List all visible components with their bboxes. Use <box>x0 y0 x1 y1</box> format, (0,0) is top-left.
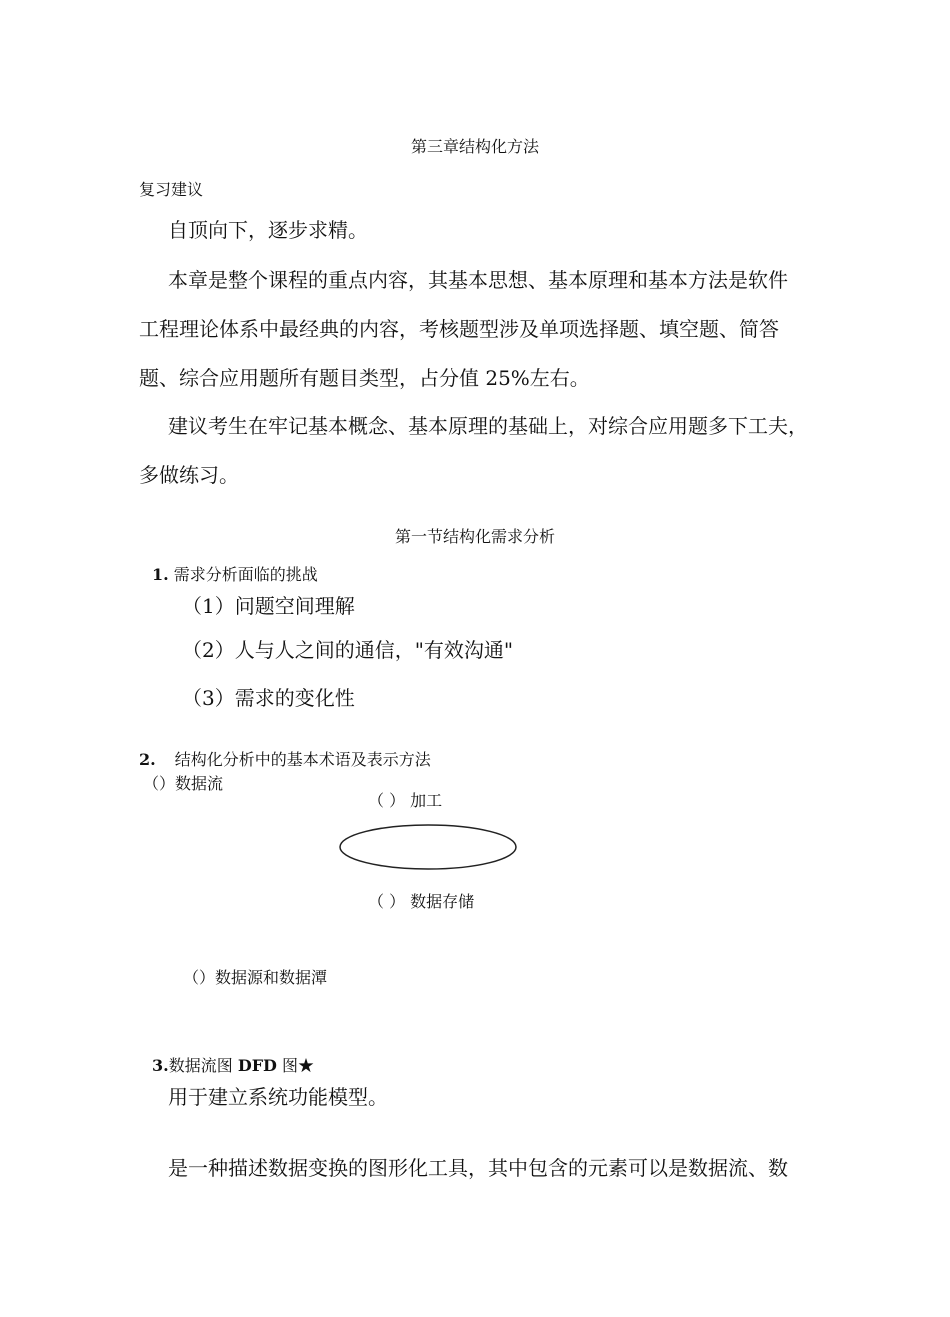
process-term: （ ） 加工 <box>368 791 443 810</box>
dfd-description: 用于建立系统功能模型。 <box>168 1085 388 1109</box>
item-number: 2. <box>139 750 156 769</box>
review-heading: 复习建议 <box>139 180 204 199</box>
dfd-description: 是一种描述数据变换的图形化工具，其中包含的元素可以是数据流、数 <box>168 1156 788 1180</box>
list-item-heading <box>152 562 318 585</box>
review-paragraph-line: 工程理论体系中最经典的内容，考核题型涉及单项选择题、填空题、简答 <box>139 317 779 341</box>
advice-paragraph-line: 多做练习。 <box>139 463 239 487</box>
source-sink-term: （）数据源和数据潭 <box>183 968 328 987</box>
challenge-point: （1）问题空间理解 <box>182 594 355 618</box>
item-title: 数据流图 <box>168 1056 233 1075</box>
section-title: 第一节结构化需求分析 <box>394 527 555 546</box>
item-number: 3. <box>152 1056 169 1075</box>
advice-paragraph-line: 建议考生在牢记基本概念、基本原理的基础上，对综合应用题多下工夫， <box>168 414 808 438</box>
item-title: 需求分析面临的挑战 <box>173 565 318 584</box>
challenge-point: （3）需求的变化性 <box>182 686 355 710</box>
list-item-heading <box>139 747 431 770</box>
chapter-title: 第三章结构化方法 <box>410 137 539 156</box>
review-line: 自顶向下，逐步求精。 <box>168 218 368 242</box>
challenge-point: （2）人与人之间的通信，"有效沟通" <box>182 638 514 662</box>
review-paragraph-line: 本章是整个课程的重点内容，其基本思想、基本原理和基本方法是软件 <box>168 268 788 292</box>
item-title-suffix: 图★ <box>282 1056 315 1075</box>
item-title: 结构化分析中的基本术语及表示方法 <box>174 750 431 769</box>
process-ellipse <box>338 823 520 873</box>
data-flow-term: （）数据流 <box>143 774 224 793</box>
data-store-term: （ ） 数据存储 <box>368 892 475 911</box>
review-paragraph-line: 题、综合应用题所有题目类型，占分值 25%左右。 <box>139 366 590 390</box>
item-title-dfd: DFD <box>237 1056 277 1075</box>
list-item-heading <box>152 1053 314 1076</box>
item-number: 1. <box>152 565 169 584</box>
